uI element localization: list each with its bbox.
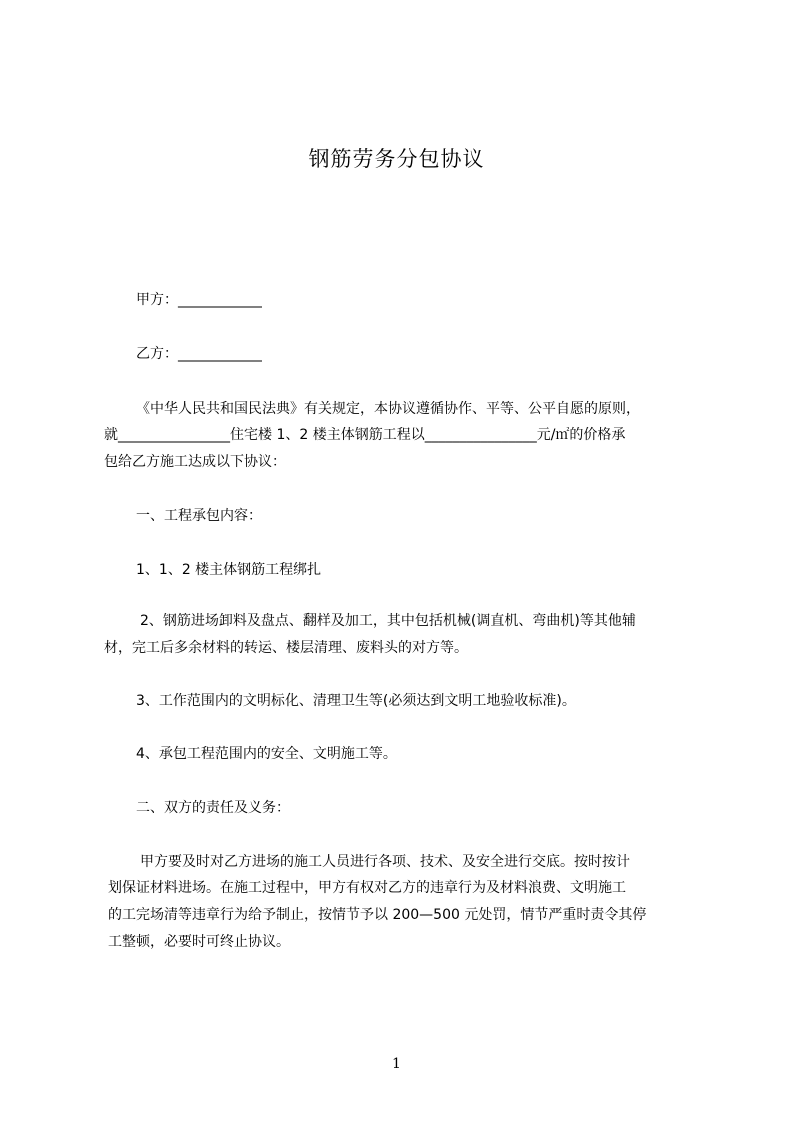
section-2-paragraph-line-4: 工整顿，必要时可终止协议。 xyxy=(108,934,290,950)
section-2-heading: 二、双方的责任及义务： xyxy=(136,800,290,816)
intro-line-1: 《中华人民共和国民法典》有关规定，本协议遵循协作、平等、公平自愿的原则， xyxy=(136,401,640,417)
party-b-line: 乙方：____________ xyxy=(136,346,262,362)
section-1-item-4: 4、承包工程范围内的安全、文明施工等。 xyxy=(136,746,397,762)
document-title: 钢筋劳务分包协议 xyxy=(308,147,485,171)
party-a-line: 甲方：____________ xyxy=(136,292,262,308)
section-2-paragraph-line-3: 的工完场清等违章行为给予制止，按情节予以 200—500 元处罚，情节严重时责令其停 xyxy=(108,907,647,923)
section-1-heading: 一、工程承包内容： xyxy=(136,508,262,524)
section-2-paragraph-line-1: 甲方要及时对乙方进场的施工人员进行各项、技术、及安全进行交底。按时按计 xyxy=(140,854,630,870)
section-2-paragraph-line-2: 划保证材料进场。在施工过程中，甲方有权对乙方的违章行为及材料浪费、文明施工 xyxy=(108,880,626,896)
section-1-item-3: 3、工作范围内的文明标化、清理卫生等(必须达到文明工地验收标准)。 xyxy=(136,693,576,709)
intro-line-2: 就________________住宅楼 1、2 楼主体钢筋工程以________________元/㎡的价格承 xyxy=(104,427,626,443)
page-number: 1 xyxy=(392,1056,401,1072)
section-1-item-2-line-1: 2、钢筋进场卸料及盘点、翻样及加工，其中包括机械(调直机、弯曲机)等其他辅 xyxy=(140,613,636,629)
section-1-item-2-line-2: 材，完工后多余材料的转运、楼层清理、废料头的对方等。 xyxy=(104,640,468,656)
section-1-item-1: 1、1、2 楼主体钢筋工程绑扎 xyxy=(136,562,322,578)
intro-line-3: 包给乙方施工达成以下协议： xyxy=(104,454,286,470)
